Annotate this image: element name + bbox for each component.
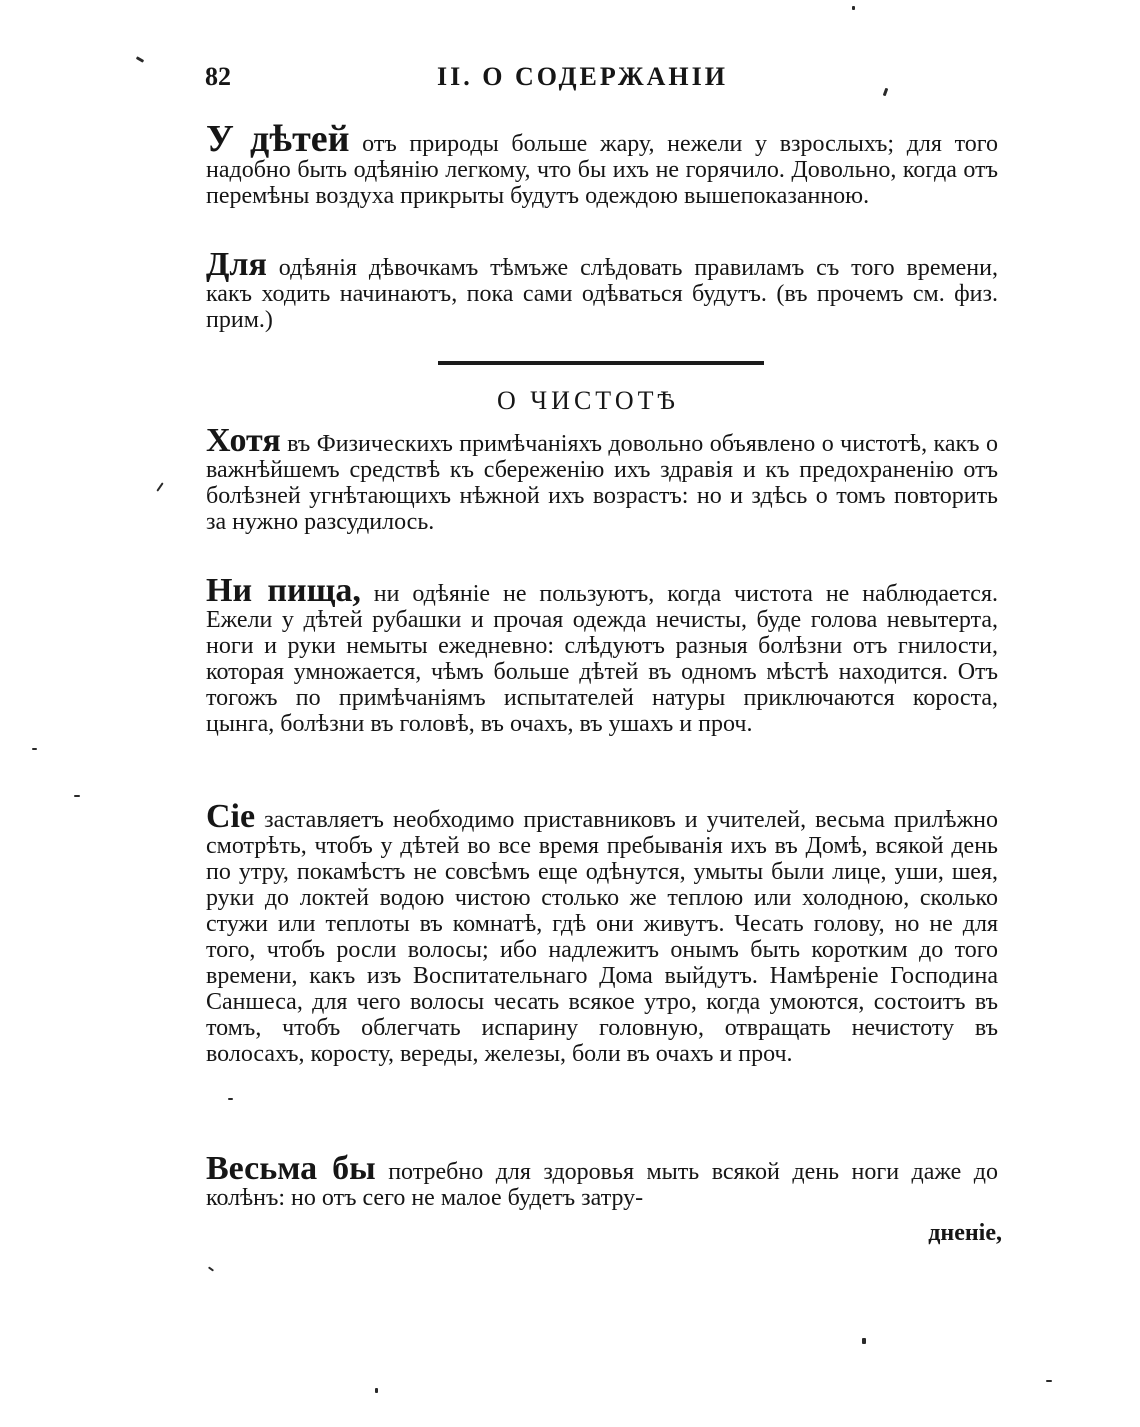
paragraph-1-initial: У дѣтей [206, 118, 350, 160]
page-header [205, 62, 1005, 106]
paragraph-3 [206, 422, 998, 535]
catchword: дненіе, [928, 1220, 1002, 1246]
paragraph-4-text: ни одѣяніе не пользуютъ, когда чистота не наблюдается. Ежели у дѣтей рубашки и прочая одежда нечисты, буде голова невытерта, ноги и руки немыты ежедневно: слѣдуютъ разныя болѣзни отъ гнилости, которая умножается, чѣмъ больше дѣтей въ одномъ мѣстѣ находится. Отъ тогожъ по примѣчаніямъ испытателей натуры приключаются короста, цынга, болѣзни въ головѣ, въ очахъ, въ ушахъ и проч. [206, 581, 999, 737]
scan-speck [74, 795, 80, 797]
paragraph-5 [206, 798, 998, 1067]
scan-speck [208, 1266, 214, 1271]
running-head: II. О СОДЕРЖАНІИ [437, 62, 728, 91]
scan-speck [375, 1388, 378, 1393]
paragraph-6 [206, 1150, 998, 1211]
paragraph-2-text: одѣянія дѣвочкамъ тѣмъже слѣдовать правиламъ съ того времени, какъ ходить начинаютъ, пока сами одѣваться будутъ. (въ прочемъ см. физ. прим.) [206, 255, 998, 333]
paragraph-3-text: въ Физическихъ примѣчаніяхъ довольно объявлено о чистотѣ, какъ о важнѣйшемъ средствѣ къ сбереженію ихъ здравія и къ предохраненію отъ болѣзней угнѣтающихъ нѣжной ихъ возрастъ: но и здѣсь о томъ повторить за нужно разсудилось. [206, 431, 998, 535]
scan-speck [862, 1338, 866, 1344]
paragraph-5-initial: Сіе [206, 798, 256, 835]
paragraph-6-initial: Весьма бы [206, 1150, 376, 1187]
page-number: 82 [205, 62, 231, 91]
paragraph-3-initial: Хотя [206, 422, 281, 459]
scan-speck [136, 56, 144, 63]
paragraph-1-text: отъ природы больше жару, нежели у взрослыхъ; для того надобно быть одѣянію легкому, что бы ихъ не горячило. Довольно, когда отъ перемѣны воздуха прикрыты будутъ одеждою вышепоказанною. [206, 131, 998, 209]
paragraph-6-text: потребно для здоровья мыть всякой день ноги даже до колѣнъ: но отъ сего не малое будетъ затру- [206, 1159, 998, 1211]
paragraph-1 [206, 118, 998, 209]
paragraph-2 [206, 246, 998, 333]
paragraph-4 [206, 572, 999, 737]
paragraph-4-initial: Ни пища, [206, 572, 361, 609]
scan-speck [852, 6, 855, 10]
scan-speck [1046, 1380, 1052, 1382]
section-divider [438, 361, 764, 365]
paragraph-2-initial: Для [206, 246, 267, 283]
scan-speck [228, 1098, 233, 1100]
section-title: О ЧИСТОТѢ [497, 386, 679, 415]
scan-speck [32, 748, 37, 750]
scan-speck [156, 482, 163, 491]
paragraph-5-text: заставляетъ необходимо приставниковъ и учителей, весьма прилѣжно смотрѣть, чтобъ у дѣтей во все время пребыванія ихъ въ Домѣ, всякой день по утру, покамѣстъ не совсѣмъ еще одѣнутся, умыты были лице, уши, шея, руки до локтей водою чистою столько же теплою или холодною, сколько стужи или теплоты въ комнатѣ, гдѣ они живутъ. Чесать голову, но не для того, чтобъ росли волосы; ибо надлежитъ онымъ быть коротким до того времени, какъ изъ Воспитательнаго Дома выйдутъ. Намѣреніе Господина Саншеса, для чего волосы чесать всякое утро, когда умоются, состоитъ въ томъ, чтобъ облегчать испарину головную, отвращать нечистоту въ волосахъ, коросту, вереды, железы, боли въ очахъ и проч. [206, 807, 998, 1067]
